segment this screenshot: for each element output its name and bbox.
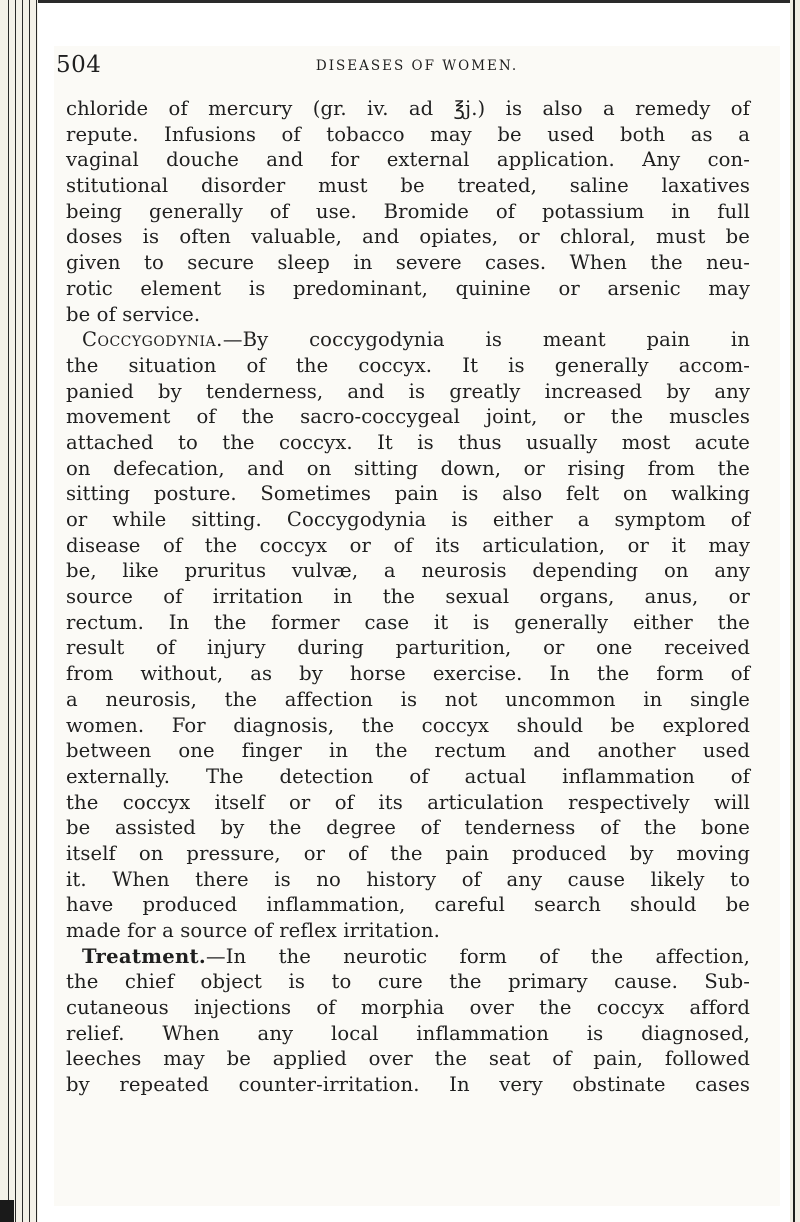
text-line: between one finger in the rectum and another used — [66, 739, 750, 763]
text-line: be assisted by the degree of tenderness of the bone — [66, 816, 750, 840]
text-line: the coccyx itself or of its articulation respectively will — [66, 790, 750, 814]
text-line: repute. Infusions of tobacco may be used both as a — [66, 122, 750, 146]
section-heading-treatment: Treatment. — [82, 944, 207, 968]
right-page-edge — [790, 0, 800, 1222]
section-heading-coccygodynia: Coccygodynia. — [82, 328, 223, 352]
text-line: on defecation, and on sitting down, or rising from the — [66, 456, 750, 480]
paragraph-mercury-remedies — [66, 96, 750, 327]
text-line: externally. The detection of actual inflammation of — [66, 764, 750, 788]
binding-line — [22, 0, 23, 1222]
text-line: the chief object is to cure the primary cause. Sub- — [66, 970, 750, 994]
text-line: be of service. — [66, 302, 201, 326]
text-line: chloride of mercury (gr. iv. ad ℥j.) is also a remedy of — [66, 97, 750, 120]
text-line: the situation of the coccyx. It is generally accom- — [66, 353, 750, 377]
book-page — [54, 46, 780, 1206]
text-line: vaginal douche and for external application. Any con- — [66, 148, 750, 172]
text-line: attached to the coccyx. It is thus usually most acute — [66, 430, 750, 454]
text-line: doses is often valuable, and opiates, or chloral, must be — [66, 225, 750, 249]
text-line: or while sitting. Coccygodynia is either a symptom of — [66, 508, 750, 531]
text-line: panied by tenderness, and is greatly increased by any — [66, 379, 750, 403]
text-line — [66, 327, 750, 353]
text-line: from without, as by horse exercise. In the form of — [66, 662, 750, 686]
page-header — [54, 52, 780, 78]
text-line: source of irritation in the sexual organs, anus, or — [66, 585, 750, 609]
text-line: be, like pruritus vulvæ, a neurosis depending on any — [66, 559, 750, 583]
book-binding-edge — [0, 0, 38, 1222]
text-line: stitutional disorder must be treated, saline laxatives — [66, 174, 750, 198]
text-line: rotic element is predominant, quinine or arsenic may — [66, 276, 750, 300]
text-line: rectum. In the former case it is generally either the — [66, 610, 750, 634]
text-line: have produced inflammation, careful search should be — [66, 893, 750, 917]
page-body — [66, 96, 750, 1098]
binding-line — [29, 0, 30, 1222]
paragraph-coccygodynia — [66, 327, 750, 944]
binding-corner-mark — [0, 1200, 14, 1222]
text-line: itself on pressure, or of the pain produced by moving — [66, 841, 750, 865]
text-line: disease of the coccyx or of its articulation, or it may — [66, 533, 750, 557]
text-line: a neurosis, the affection is not uncommon in single — [66, 687, 750, 711]
text-line: women. For diagnosis, the coccyx should be explored — [66, 713, 750, 737]
heading-line-rest: —By coccygodynia is meant pain in — [222, 328, 750, 352]
text-line: relief. When any local inflammation is diagnosed, — [66, 1021, 750, 1045]
binding-line — [36, 0, 37, 1222]
text-line: given to secure sleep in severe cases. When the neu- — [66, 251, 750, 275]
text-line: cutaneous injections of morphia over the coccyx afford — [66, 996, 750, 1020]
heading-line-rest: —In the neurotic form of the affection, — [206, 944, 750, 968]
text-line: being generally of use. Bromide of potassium in full — [66, 199, 750, 223]
text-line: leeches may be applied over the seat of pain, followed — [66, 1047, 750, 1071]
top-edge-line — [38, 0, 800, 3]
text-line: movement of the sacro-coccygeal joint, or the muscles — [66, 405, 750, 429]
right-edge-line — [793, 0, 795, 1222]
binding-line — [15, 0, 16, 1222]
paragraph-treatment — [66, 944, 750, 1098]
text-line: result of injury during parturition, or one received — [66, 636, 750, 660]
binding-line — [8, 0, 9, 1222]
text-line: made for a source of reflex irritation. — [66, 919, 440, 942]
text-line — [66, 944, 750, 970]
text-line: by repeated counter-irritation. In very obstinate cases — [66, 1073, 750, 1097]
text-line: sitting posture. Sometimes pain is also felt on walking — [66, 482, 750, 506]
page-number: 504 — [56, 52, 102, 78]
text-line: it. When there is no history of any cause likely to — [66, 867, 750, 891]
running-title: DISEASES OF WOMEN. — [315, 58, 519, 74]
